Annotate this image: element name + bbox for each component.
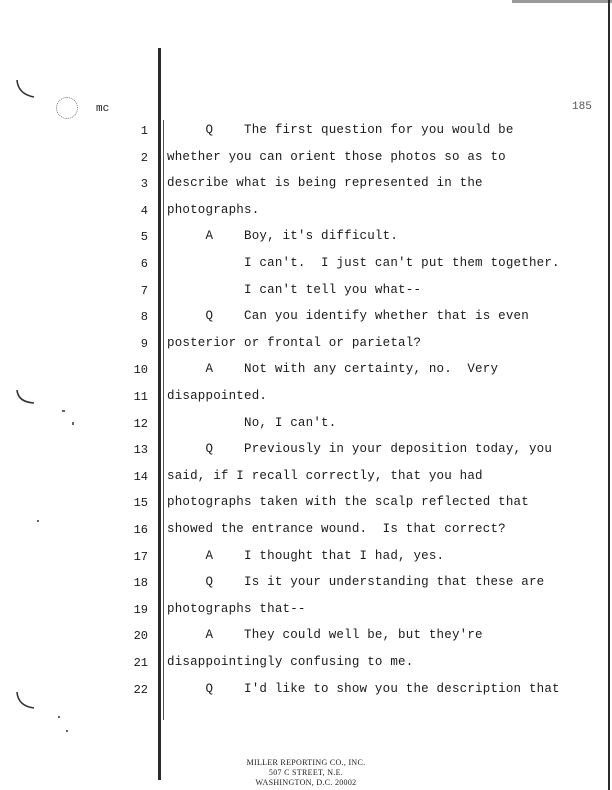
transcript-line: A I thought that I had, yes.: [167, 549, 445, 563]
line-number: 4: [140, 204, 148, 218]
page-number: 185: [572, 101, 592, 113]
transcript-line: posterior or frontal or parietal?: [167, 336, 422, 350]
line-number: 3: [140, 177, 148, 191]
transcript-line: Q Can you identify whether that is even: [167, 309, 529, 323]
transcript-line: A Not with any certainty, no. Very: [167, 362, 499, 376]
transcript-line: disappointingly confusing to me.: [167, 655, 414, 669]
line-number: 20: [133, 629, 148, 643]
line-number: 14: [133, 470, 148, 484]
transcript-line: photographs taken with the scalp reflected that: [167, 495, 529, 509]
scan-speck: [58, 716, 60, 718]
transcript-line: Q Previously in your deposition today, you: [167, 442, 553, 456]
hole-punch-mark: [14, 78, 36, 100]
line-number: 12: [133, 417, 148, 431]
line-number: 6: [140, 257, 148, 271]
line-number: 9: [140, 337, 148, 351]
scan-speck: [37, 520, 39, 522]
transcript-line: photographs.: [167, 203, 260, 217]
line-number: 17: [133, 550, 148, 564]
right-page-edge: [608, 0, 610, 790]
footer-company: MILLER REPORTING CO., INC.: [246, 758, 366, 767]
faint-circle-stamp: [56, 97, 78, 119]
line-number: 21: [133, 656, 148, 670]
transcript-line: photographs that--: [167, 602, 306, 616]
line-number: 5: [140, 230, 148, 244]
transcript-line: said, if I recall correctly, that you had: [167, 469, 483, 483]
line-number: 16: [133, 523, 148, 537]
transcript-line: showed the entrance wound. Is that correct?: [167, 522, 506, 536]
transcript-line: I can't tell you what--: [167, 283, 422, 297]
transcript-line: I can't. I just can't put them together.: [167, 256, 560, 270]
typist-initials: mc: [96, 103, 110, 115]
scan-speck: [66, 730, 68, 732]
transcript-line: Q The first question for you would be: [167, 123, 514, 137]
reporter-footer: [0, 758, 612, 788]
footer-street: 507 C STREET, N.E.: [268, 768, 344, 777]
transcript-line: Q I'd like to show you the description that: [167, 682, 560, 696]
transcript-line: Q Is it your understanding that these are: [167, 575, 545, 589]
line-number: 15: [133, 496, 148, 510]
transcript-line: A Boy, it's difficult.: [167, 229, 399, 243]
top-edge-rule: [512, 0, 612, 3]
line-number: 13: [133, 443, 148, 457]
line-number: 7: [140, 284, 148, 298]
transcript-line: No, I can't.: [167, 416, 337, 430]
scan-speck: [72, 422, 74, 425]
footer-city: WASHINGTON, D.C. 20002: [255, 778, 357, 787]
scan-speck: [62, 410, 65, 412]
margin-rule-inner: [163, 120, 164, 720]
transcript-line: whether you can orient those photos so as to: [167, 150, 506, 164]
line-number: 8: [140, 310, 148, 324]
line-number: 1: [140, 124, 148, 138]
transcript-line: A They could well be, but they're: [167, 628, 483, 642]
transcript-line: describe what is being represented in the: [167, 176, 483, 190]
transcript-line: disappointed.: [167, 389, 268, 403]
margin-rule: [158, 48, 161, 780]
hole-punch-mark: [14, 388, 36, 410]
line-number: 18: [133, 576, 148, 590]
line-number: 19: [133, 603, 148, 617]
line-number: 11: [133, 390, 148, 404]
line-number: 10: [133, 363, 148, 377]
line-number: 22: [133, 683, 148, 697]
line-number: 2: [140, 151, 148, 165]
hole-punch-mark: [14, 690, 36, 712]
